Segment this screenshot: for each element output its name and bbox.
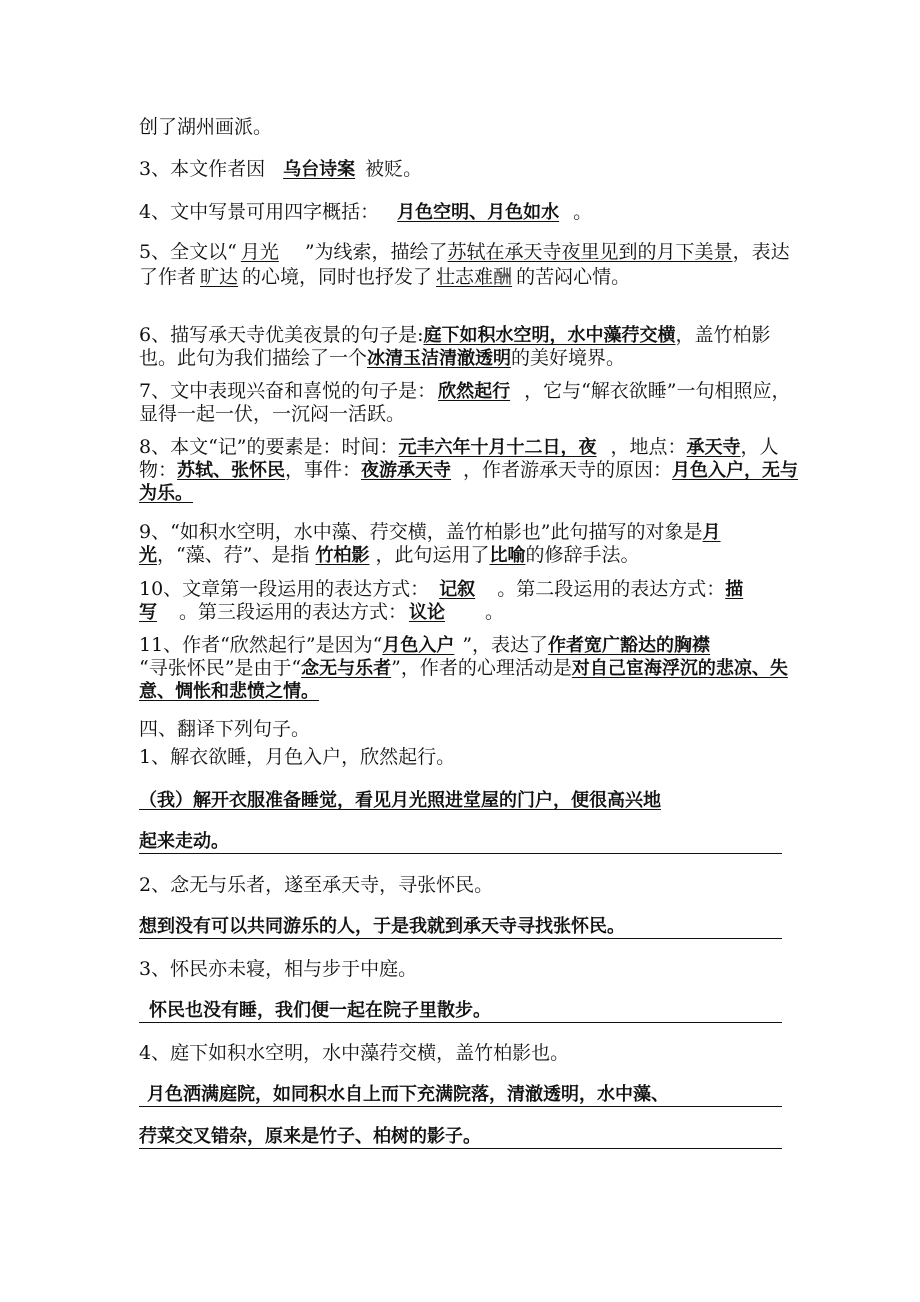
t4-answer-line-2 xyxy=(139,1126,782,1149)
intro-text: 创了湖州画派。 xyxy=(139,116,273,138)
q6-answer-sentence: 庭下如积水空明，水中藻荇交横 xyxy=(423,325,676,346)
q5-text: 5、全文以“ xyxy=(139,241,237,263)
q3-answer: 乌台诗案 xyxy=(283,159,356,180)
q8-answer-reason: 月色入户，无与为乐。 xyxy=(139,460,799,504)
q5-answer-scene: 苏轼在承天寺夜里见到的月下美景 xyxy=(447,241,733,263)
t1-answer-text-1: （我）解开衣服准备睡觉，看见月光照进堂屋的门户，便很高兴地 xyxy=(139,790,661,811)
question-9 xyxy=(139,521,799,567)
q10-answer-2: 描写 xyxy=(139,579,744,623)
q4-text-end: 。 xyxy=(573,201,593,223)
q5-text-4: 的心境，同时也抒发了 xyxy=(242,266,433,288)
q10-answer-3: 议论 xyxy=(409,602,446,623)
question-11 xyxy=(139,634,799,703)
q10-text-3: 。第三段运用的表达方式： xyxy=(179,601,408,623)
q6-answer-realm: 冰清玉洁清澈透明 xyxy=(367,348,512,369)
t1-answer-line-2 xyxy=(139,831,782,854)
q9-text-end: 的修辞手法。 xyxy=(525,544,640,566)
q6-text-end: 的美好境界。 xyxy=(511,347,626,369)
q3-text: 3、本文作者因 xyxy=(139,158,266,180)
q8-answer-people: 苏轼、张怀民 xyxy=(177,460,286,481)
q4-answer: 月色空明、月色如水 xyxy=(397,202,560,223)
q11-text: 11、作者“欣然起行”是因为“ xyxy=(139,634,383,656)
q8-text-4: ，事件： xyxy=(285,459,362,481)
q8-answer-place: 承天寺 xyxy=(686,437,741,458)
t4-question-text: 4、庭下如积水空明，水中藻荇交横，盖竹柏影也。 xyxy=(139,1042,570,1064)
q8-answer-time: 元丰六年十月十二日，夜 xyxy=(398,437,597,458)
t4-answer-text-1: 月色洒满庭院，如同积水自上而下充满院落，清澈透明，水中藻、 xyxy=(147,1084,669,1105)
intro-line xyxy=(139,116,799,139)
question-6 xyxy=(139,324,799,370)
q5-answer-clue: 月光 xyxy=(240,241,279,263)
q7-text: 7、文中表现兴奋和喜悦的句子是： xyxy=(139,380,437,402)
t2-question-text: 2、念无与乐者，遂至承天寺，寻张怀民。 xyxy=(139,874,494,896)
translate-4-question xyxy=(139,1042,799,1065)
question-4 xyxy=(139,201,799,224)
q5-text-2: ”为线索，描绘了 xyxy=(304,241,448,263)
t3-question-text: 3、怀民亦未寝，相与步于中庭。 xyxy=(139,958,418,980)
q8-text: 8、本文“记”的要素是：时间： xyxy=(139,436,399,458)
question-7 xyxy=(139,380,799,426)
q8-text-5: ，作者游承天寺的原因： xyxy=(463,459,673,481)
t3-answer-text-1: 怀民也没有睡，我们便一起在院子里散步。 xyxy=(149,1000,491,1021)
translate-1-question xyxy=(139,746,799,769)
q6-text-2: ，盖竹柏影也。此句为我们描绘了一个 xyxy=(139,324,771,369)
q11-answer-express: 作者宽广豁达的胸襟 xyxy=(548,635,711,656)
q10-text-2: 。第二段运用的表达方式： xyxy=(497,578,726,600)
q8-text-2: ，地点： xyxy=(610,436,687,458)
q7-text-end: ，它与“解衣欲睡”一句相照应，显得一起一伏，一沉闷一活跃。 xyxy=(139,380,791,425)
q5-text-3: ，表达了作者 xyxy=(139,241,790,288)
q9-text-2: ，“藻、荇”、是指 xyxy=(157,544,310,566)
q9-text: 9、“如积水空明，水中藻、荇交横，盖竹柏影也”此句描写的对象是 xyxy=(139,521,703,543)
t4-answer-line-1 xyxy=(139,1084,782,1107)
t3-answer-line-1 xyxy=(139,1000,782,1023)
t2-answer-line-1 xyxy=(139,916,782,939)
q10-text: 10、文章第一段运用的表达方式： xyxy=(139,578,430,600)
q11-answer-psychology: 对自己宦海浮沉的悲凉、失意、惆怅和悲愤之情。 xyxy=(139,658,788,702)
t1-question-text: 1、解衣欲睡，月色入户，欣然起行。 xyxy=(139,746,456,768)
q11-answer-cause: 念无与乐者 xyxy=(301,658,392,679)
q8-answer-event: 夜游承天寺 xyxy=(361,460,452,481)
q10-text-end: 。 xyxy=(485,601,505,623)
question-5 xyxy=(139,240,799,290)
q11-answer-reason: 月色入户 xyxy=(382,635,455,656)
q3-text-end: 被贬。 xyxy=(365,158,423,180)
q11-text-3: “寻张怀民”是由于“ xyxy=(139,657,302,679)
translate-3-question xyxy=(139,958,799,981)
t1-answer-text-2: 起来走动。 xyxy=(139,831,229,852)
t2-answer-text-1: 想到没有可以共同游乐的人，于是我就到承天寺寻找张怀民。 xyxy=(139,916,625,937)
question-8 xyxy=(139,436,799,505)
q5-text-end: 的苦闷心情。 xyxy=(516,266,631,288)
q9-answer-rhetoric: 比喻 xyxy=(489,545,526,566)
q7-answer: 欣然起行 xyxy=(438,381,511,402)
t1-answer-line-1 xyxy=(139,790,782,812)
q5-answer-mood: 旷达 xyxy=(200,266,239,288)
q6-text: 6、描写承天寺优美夜景的句子是: xyxy=(139,324,424,346)
q8-text-3: ，人物： xyxy=(139,436,779,481)
question-3 xyxy=(139,158,799,181)
translate-2-question xyxy=(139,874,799,897)
q5-answer-feeling: 壮志难酬 xyxy=(436,266,513,288)
q9-answer-refer: 竹柏影 xyxy=(315,545,370,566)
section-4-title: 四、翻译下列句子。 xyxy=(139,718,311,740)
q4-text: 4、文中写景可用四字概括： xyxy=(139,201,380,223)
question-10 xyxy=(139,578,799,624)
t4-answer-text-2: 荇菜交叉错杂，原来是竹子、柏树的影子。 xyxy=(139,1126,481,1147)
q9-text-3: ，此句运用了 xyxy=(375,544,490,566)
q10-answer-1: 记叙 xyxy=(439,579,476,600)
q11-text-2: ”，表达了 xyxy=(462,634,549,656)
q11-text-4: ”，作者的心理活动是 xyxy=(391,657,572,679)
q9-answer-object: 月光 xyxy=(139,522,721,566)
section-4-heading xyxy=(139,718,799,741)
